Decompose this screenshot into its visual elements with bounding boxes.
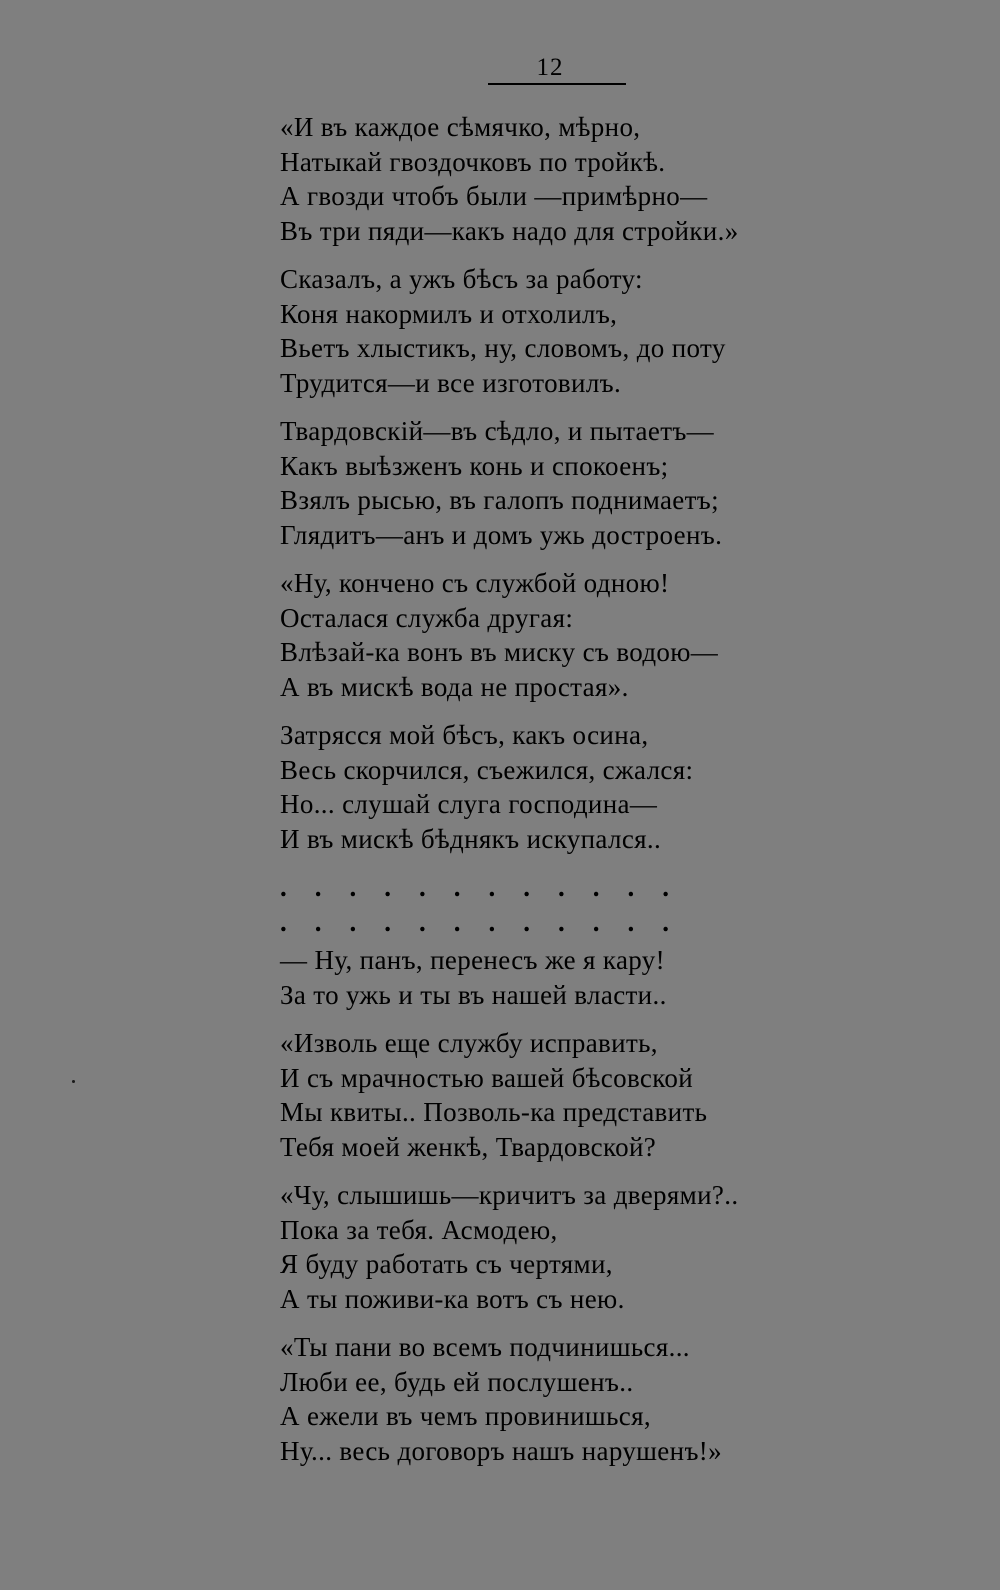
poem-line: Взялъ рысью, въ галопъ поднимаетъ; — [280, 485, 719, 515]
poem-line: Ну... весь договоръ нашъ нарушенъ!» — [280, 1435, 722, 1466]
stanza — [280, 566, 800, 704]
poem-line: И въ мискѣ бѣднякъ искупался.. — [280, 823, 662, 854]
poem-line: Въ три пяди—какъ надо для стройки.» — [280, 215, 739, 246]
poem-line: И съ мрачностью вашей бѣсовской — [280, 1062, 694, 1093]
poem-line: Мы квиты.. Позволь-ка представить — [280, 1097, 708, 1127]
poem-line: Сказалъ, а ужъ бѣсъ за работу: — [280, 264, 643, 294]
poem-line: «Ты пани во всемъ подчинишься... — [280, 1332, 690, 1362]
poem-line: — Ну, панъ, перенесъ же я кару! — [280, 945, 665, 975]
poem-line: Коня накормилъ и отхолилъ, — [280, 298, 618, 329]
ellipsis-stanza — [280, 870, 800, 939]
dots-line: ............ — [280, 872, 697, 902]
poem-line: Глядитъ—анъ и домъ ужь достроенъ. — [280, 519, 723, 550]
poem-line: Я буду работать съ чертями, — [280, 1249, 613, 1279]
poem — [280, 110, 800, 1468]
stanza — [280, 414, 800, 552]
poem-line: Пока за тебя. Асмодею, — [280, 1214, 558, 1245]
poem-line: Затрясся мой бѣсъ, какъ осина, — [280, 720, 649, 750]
stanza — [280, 718, 800, 856]
stanza — [280, 1026, 800, 1164]
poem-line: Какъ выѣзженъ конь и спокоенъ; — [280, 450, 669, 481]
stanza — [280, 110, 800, 248]
page-number: 12 — [536, 54, 564, 81]
poem-line: А ты поживи-ка вотъ съ нею. — [280, 1283, 625, 1314]
page-number-rule — [488, 83, 626, 85]
poem-line: Осталася служба другая: — [280, 602, 574, 633]
poem-line: Вьетъ хлыстикъ, ну, словомъ, до поту — [280, 333, 726, 363]
stanza — [280, 943, 800, 1012]
poem-line: «Изволь еще службу исправить, — [280, 1028, 658, 1058]
stanza — [280, 262, 800, 400]
poem-line: А гвозди чтобъ были —примѣрно— — [280, 181, 708, 211]
poem-line: Но... слушай слуга господина— — [280, 789, 658, 819]
poem-line: Трудится—и все изготовилъ. — [280, 367, 622, 398]
poem-line: «И въ каждое сѣмячко, мѣрно, — [280, 112, 641, 142]
poem-line: Люби ее, будь ей послушенъ.. — [280, 1366, 634, 1397]
poem-line: «Ну, кончено съ службой одною! — [280, 568, 670, 598]
poem-line: Влѣзай-ка вонъ въ миску съ водою— — [280, 637, 719, 667]
poem-line: Твардовскій—въ сѣдло, и пытаетъ— — [280, 416, 715, 446]
poem-line: За то ужь и ты въ нашей власти.. — [280, 979, 667, 1010]
stanza — [280, 1330, 800, 1468]
poem-line: Весь скорчился, съежился, сжался: — [280, 754, 694, 785]
poem-line: Натыкай гвоздочковъ по тройкѣ. — [280, 146, 666, 177]
stanza — [280, 1178, 800, 1316]
dots-line: ............ — [280, 906, 697, 937]
poem-line: А ежели въ чемъ провинишься, — [280, 1401, 651, 1431]
poem-line: А въ мискѣ вода не простая». — [280, 671, 629, 702]
poem-line: Тебя моей женкѣ, Твардовской? — [280, 1131, 657, 1162]
stray-ink-mark — [72, 1080, 75, 1083]
poem-line: «Чу, слышишь—кричитъ за дверями?.. — [280, 1180, 739, 1210]
